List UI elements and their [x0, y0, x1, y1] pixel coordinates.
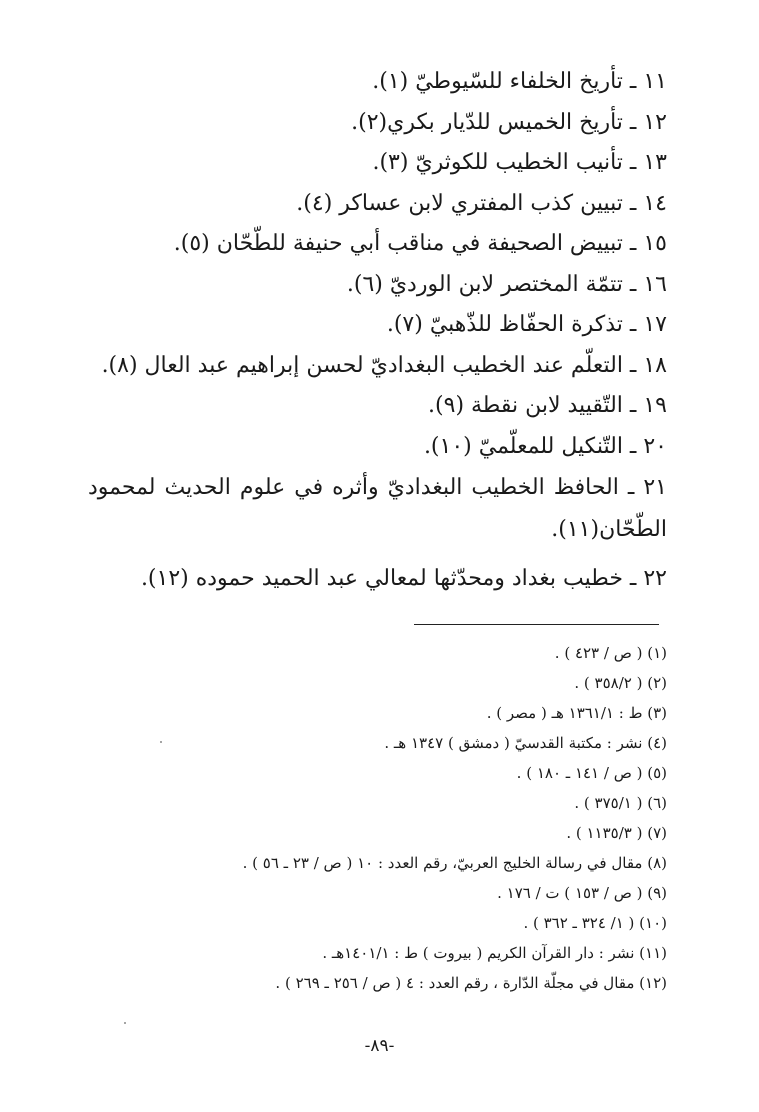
list-item: ٢١ ـ الحافظ الخطيب البغداديّ وأثره في علوم الحديث لمحمود الطّحّان(١١).: [88, 475, 667, 542]
footnote: (١٠) ( ١/ ٣٢٤ ـ ٣٦٢ ) .: [523, 914, 667, 932]
footnote: (٤) نشر : مكتبة القدسيّ ( دمشق ) ١٣٤٧ هـ .: [384, 734, 667, 752]
page-number: -٨٩-: [364, 1036, 395, 1056]
footnote-separator: [414, 624, 659, 625]
footnote: (٣) ط : ١٣٦١/١ هـ ( مصر ) .: [486, 704, 667, 722]
bibliography-list: [88, 62, 667, 600]
list-item: ١٤ ـ تبيين كذب المفتري لابن عساكر (٤).: [296, 190, 667, 216]
list-item: ١٦ ـ تتمّة المختصر لابن الورديّ (٦).: [346, 271, 667, 297]
list-item: ١٧ ـ تذكرة الحفّاظ للذّهبيّ (٧).: [386, 312, 667, 337]
footnote: (١) ( ص / ٤٢٣ ) .: [554, 644, 667, 662]
footnote: (٨) مقال في رسالة الخليج العربيّ، رقم العدد : ١٠ ( ص / ٢٣ ـ ٥٦ ) .: [242, 854, 667, 872]
list-item: ١٨ ـ التعلّم عند الخطيب البغداديّ لحسن إبراهيم عبد العال (٨).: [101, 352, 667, 378]
list-item: ١٣ ـ تأنيب الخطيب للكوثريّ (٣).: [372, 150, 667, 175]
footnote: (٩) ( ص / ١٥٣ ) ت / ١٧٦ .: [497, 884, 667, 902]
footnote: (٦) ( ٣٧٥/١ ) .: [574, 794, 667, 812]
footnote: (٥) ( ص / ١٤١ ـ ١٨٠ ) .: [516, 764, 667, 782]
footnotes-list: [60, 638, 667, 998]
scan-speck: [160, 741, 162, 743]
list-item: ١٥ ـ تبييض الصحيفة في مناقب أبي حنيفة للطّحّان (٥).: [173, 231, 667, 256]
footnote: (٢) ( ٣٥٨/٢ ) .: [574, 674, 667, 692]
list-item: ٢٠ ـ التّنكيل للمعلّميّ (١٠).: [423, 433, 667, 459]
list-item: ١١ ـ تأريخ الخلفاء للسّيوطيّ (١).: [372, 69, 667, 94]
footnote: (١١) نشر : دار القرآن الكريم ( بيروت ) ط : ١٤٠١/١هـ .: [322, 944, 667, 962]
footnote: (٧) ( ١١٣٥/٣ ) .: [566, 824, 667, 842]
footnote: (١٢) مقال في مجلّة الدّارة ، رقم العدد : ٤ ( ص / ٢٥٦ ـ ٢٦٩ ) .: [275, 974, 667, 992]
scan-speck: [124, 1022, 126, 1024]
list-item: ١٢ ـ تأريخ الخميس للدّيار بكري(٢).: [351, 109, 667, 135]
list-item: ١٩ ـ التّقييد لابن نقطة (٩).: [428, 393, 667, 418]
list-item: ٢٢ ـ خطيب بغداد ومحدّثها لمعالي عبد الحميد حموده (١٢).: [140, 566, 667, 591]
